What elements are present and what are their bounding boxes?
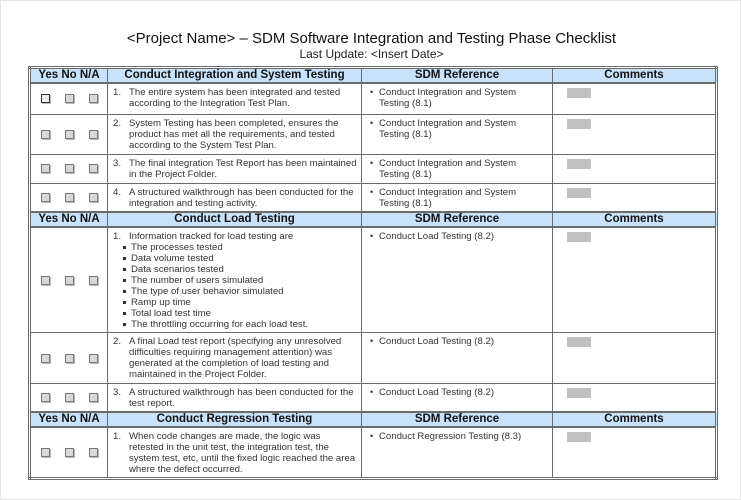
section-header-regression <box>30 412 717 427</box>
na-checkbox[interactable] <box>89 94 98 103</box>
comment-field[interactable] <box>567 337 591 347</box>
bullet-icon: • <box>370 387 374 397</box>
no-checkbox[interactable] <box>65 94 74 103</box>
comment-field[interactable] <box>567 188 591 198</box>
bullet-icon: • <box>370 431 374 441</box>
item-number: 1. <box>113 87 122 98</box>
sdm-reference: Conduct Load Testing (8.2) <box>379 336 495 347</box>
na-checkbox[interactable] <box>89 130 98 139</box>
sub-item: Data volume tested <box>121 253 357 264</box>
comment-field[interactable] <box>567 232 591 242</box>
header-comments: Comments <box>553 412 717 427</box>
item-number: 3. <box>113 157 122 169</box>
item-number: 3. <box>113 387 122 398</box>
checklist-table <box>28 66 718 480</box>
bullet-icon: • <box>370 231 374 241</box>
na-checkbox[interactable] <box>89 276 98 285</box>
na-checkbox[interactable] <box>89 354 98 363</box>
no-checkbox[interactable] <box>65 354 74 363</box>
bullet-icon: • <box>370 336 374 346</box>
sub-item: The type of user behavior simulated <box>121 286 357 297</box>
header-reference: SDM Reference <box>362 68 553 84</box>
yes-checkbox[interactable] <box>41 276 50 285</box>
item-text: Information tracked for load testing are <box>129 231 294 242</box>
sdm-reference: Conduct Regression Testing (8.3) <box>379 431 522 442</box>
table-row <box>30 83 717 114</box>
comment-field[interactable] <box>567 119 591 129</box>
no-checkbox[interactable] <box>65 193 74 202</box>
item-text: When code changes are made, the logic was retested in the unit test, the integration test, the system test, etc, until the fixed logic reached the area where the defect occurred. <box>129 431 356 475</box>
yes-checkbox[interactable] <box>41 354 50 363</box>
comment-field[interactable] <box>567 88 591 98</box>
yes-checkbox[interactable] <box>41 393 50 402</box>
comment-field[interactable] <box>567 159 591 169</box>
item-text: The entire system has been integrated and tested according to the Integration Test Plan. <box>129 87 341 109</box>
table-row <box>30 427 717 479</box>
header-reference: SDM Reference <box>362 212 553 227</box>
table-row <box>30 384 717 413</box>
yes-checkbox[interactable] <box>41 164 50 173</box>
yes-checkbox[interactable] <box>41 94 50 103</box>
sub-item: The throttling occurring for each load test. <box>121 319 357 330</box>
sub-item: Total load test time <box>121 308 357 319</box>
bullet-icon: • <box>370 157 374 168</box>
sub-item: Data scenarios tested <box>121 264 357 275</box>
no-checkbox[interactable] <box>65 448 74 457</box>
header-checks: Yes No N/A <box>30 412 108 427</box>
header-topic: Conduct Integration and System Testing <box>108 68 362 84</box>
yes-checkbox[interactable] <box>41 193 50 202</box>
item-text: The final integration Test Report has been maintained in the Project Folder. <box>129 157 357 180</box>
no-checkbox[interactable] <box>65 393 74 402</box>
no-checkbox[interactable] <box>65 164 74 173</box>
header-reference: SDM Reference <box>362 412 553 427</box>
bullet-icon: • <box>370 186 374 197</box>
header-topic: Conduct Regression Testing <box>108 412 362 427</box>
section-header-integration <box>30 68 717 84</box>
table-row <box>30 333 717 384</box>
table-row <box>30 114 717 154</box>
last-update: Last Update: <Insert Date> <box>299 47 444 61</box>
header-checks: Yes No N/A <box>30 68 108 84</box>
sub-list <box>121 242 357 330</box>
sdm-reference: Conduct Integration and System Testing (8.1) <box>379 157 517 180</box>
no-checkbox[interactable] <box>65 276 74 285</box>
item-number: 1. <box>113 431 122 442</box>
table-row <box>30 183 717 212</box>
yes-checkbox[interactable] <box>41 448 50 457</box>
table-row <box>30 154 717 183</box>
header-checks: Yes No N/A <box>30 212 108 227</box>
document-title: <Project Name> – SDM Software Integration and Testing Phase Checklist <box>126 30 617 47</box>
bullet-icon: • <box>370 117 374 128</box>
sub-item: The processes tested <box>121 242 357 253</box>
no-checkbox[interactable] <box>65 130 74 139</box>
sub-item: The number of users simulated <box>121 275 357 286</box>
item-number: 2. <box>113 336 122 347</box>
item-text: A structured walkthrough has been conducted for the integration and testing activity. <box>129 186 354 209</box>
sdm-reference: Conduct Load Testing (8.2) <box>379 387 495 398</box>
header-comments: Comments <box>553 212 717 227</box>
na-checkbox[interactable] <box>89 393 98 402</box>
na-checkbox[interactable] <box>89 448 98 457</box>
item-number: 4. <box>113 186 122 198</box>
comment-field[interactable] <box>567 388 591 398</box>
table-row <box>30 227 717 333</box>
na-checkbox[interactable] <box>89 164 98 173</box>
item-text: A structured walkthrough has been conducted for the test report. <box>129 387 354 409</box>
yes-checkbox[interactable] <box>41 130 50 139</box>
sdm-reference: Conduct Integration and System Testing (8.1) <box>379 87 517 109</box>
item-number: 1. <box>113 231 122 242</box>
item-text: A final Load test report (specifying any unresolved difficulties requiring management attention) was generated at the completion of load testing and maintained in the Project Folder. <box>129 336 342 380</box>
bullet-icon: • <box>370 87 374 97</box>
item-text: System Testing has been completed, ensures the product has met all the requirements, and tested according to the System Test Plan. <box>129 117 339 151</box>
comment-field[interactable] <box>567 432 591 442</box>
sdm-reference: Conduct Integration and System Testing (8.1) <box>379 186 517 209</box>
item-number: 2. <box>113 117 122 129</box>
sdm-reference: Conduct Integration and System Testing (8.1) <box>379 117 517 140</box>
na-checkbox[interactable] <box>89 193 98 202</box>
sdm-reference: Conduct Load Testing (8.2) <box>379 231 495 242</box>
header-comments: Comments <box>553 68 717 84</box>
sub-item: Ramp up time <box>121 297 357 308</box>
header-topic: Conduct Load Testing <box>108 212 362 227</box>
section-header-load <box>30 212 717 227</box>
